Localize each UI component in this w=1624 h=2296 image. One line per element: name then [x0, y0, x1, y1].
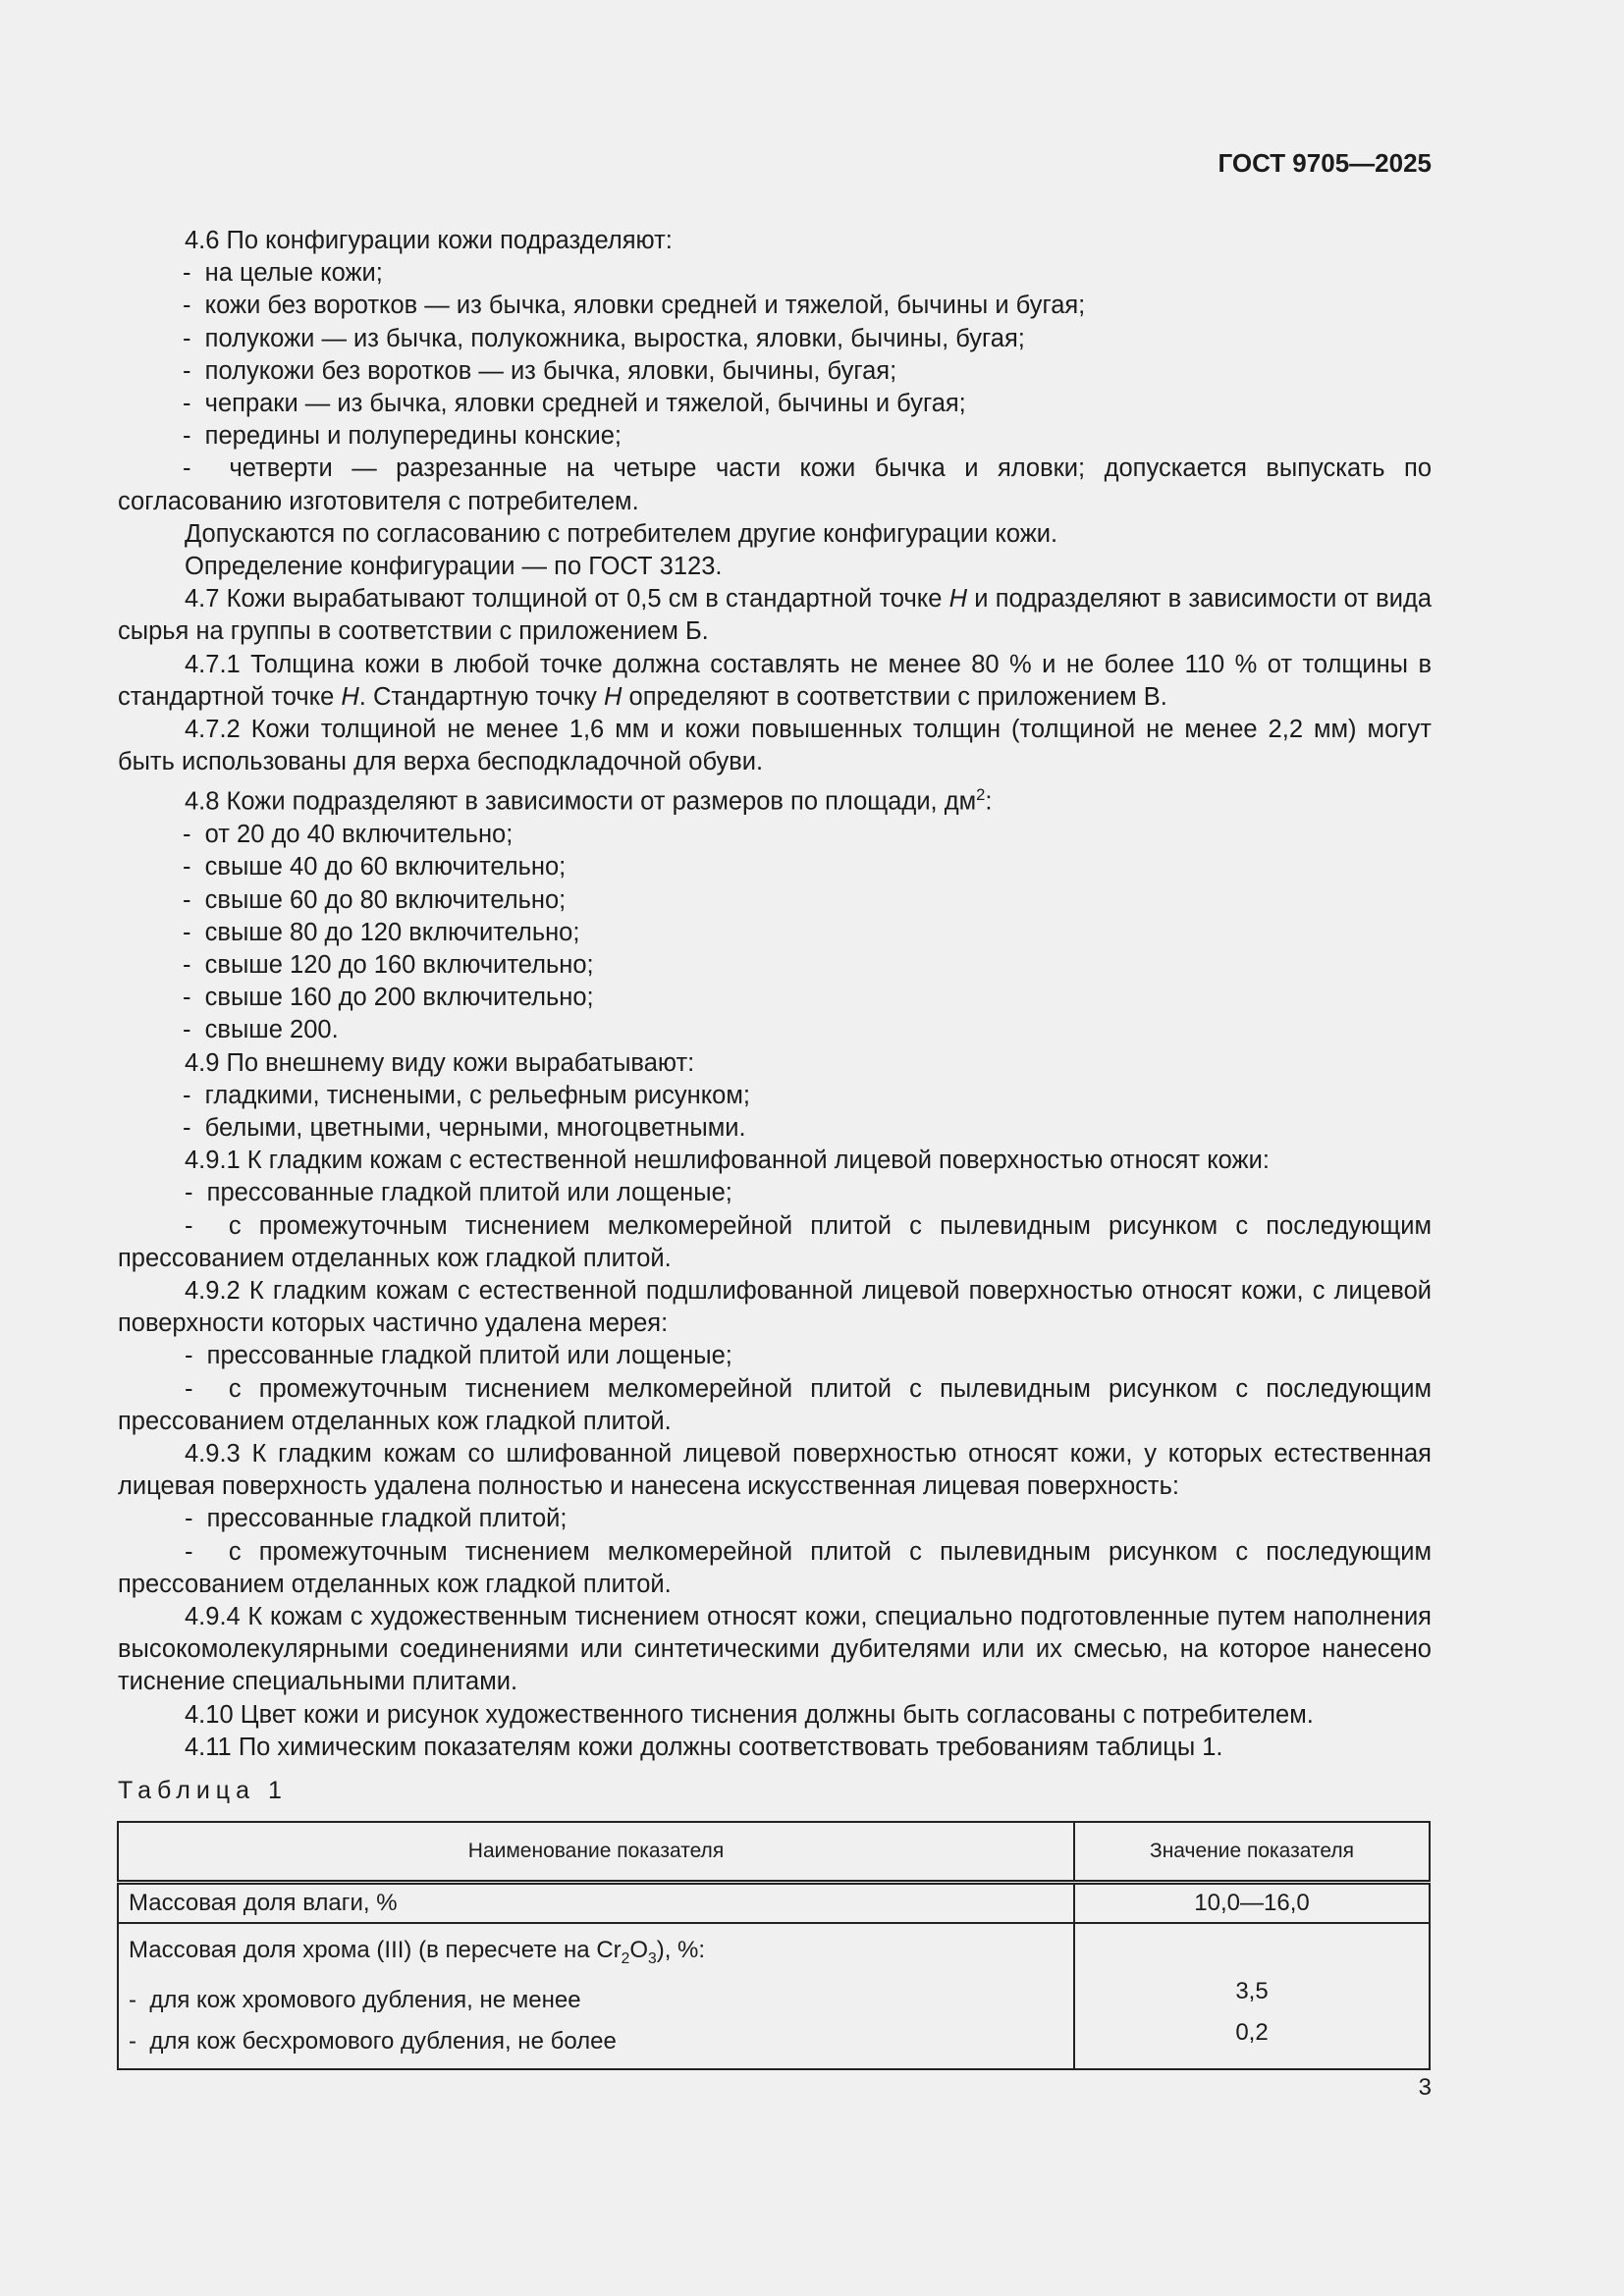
page-number: 3 — [1418, 2074, 1432, 2101]
clause-4-9-4: 4.9.4 К кожам с художественным тиснением относят кожи, специально подготовленные путем наполнения высокомолекулярными соединениями или синтетическими дубителями или их смесью, на которое нанесено тиснение специальными плитами. — [118, 1603, 1432, 1696]
list-item: - гладкими, тиснеными, с рельефным рисунком; — [183, 1081, 750, 1109]
list-item: - полукожи — из бычка, полукожника, выростка, яловки, бычины, бугая; — [183, 324, 1025, 352]
list-item: - полукожи без воротков — из бычка, яловки, бычины, бугая; — [183, 356, 897, 385]
table-row — [118, 1883, 1430, 1924]
indicator-value: 10,0—16,0 — [1074, 1883, 1430, 1924]
clause-4-7: 4.7 Кожи вырабатывают толщиной от 0,5 см в стандартной точке Н и подразделяют в зависимости от вида сырья на группы в соответствии с приложением Б. — [118, 585, 1433, 646]
clause-4-6: 4.6 По конфигурации кожи подразделяют: — [185, 227, 673, 254]
list-item: - белыми, цветными, черными, многоцветными. — [183, 1113, 746, 1142]
clause-4-10: 4.10 Цвет кожи и рисунок художественного тиснения должны быть согласованы с потребителем. — [185, 1700, 1314, 1729]
list-item: - прессованные гладкой плитой или лощеные; — [185, 1342, 732, 1370]
clause-4-9-1: 4.9.1 К гладким кожам с естественной нешлифованной лицевой поверхностью относят кожи: — [185, 1147, 1270, 1175]
area-list-item: - свыше 200. — [183, 1016, 339, 1044]
area-list-item: - от 20 до 40 включительно; — [183, 821, 514, 849]
list-item: - на целые кожи; — [183, 259, 383, 288]
area-list — [118, 819, 1432, 1046]
standard-code: ГОСТ 9705—2025 — [1218, 148, 1432, 178]
list-item: - передины и полупередины конские; — [183, 422, 623, 451]
paragraph: Допускаются по согласованию с потребителем другие конфигурации кожи. — [185, 519, 1058, 548]
area-list-item: - свыше 80 до 120 включительно; — [183, 918, 580, 946]
area-list-item: - свыше 60 до 80 включительно; — [183, 885, 567, 914]
clause-4-7-2: 4.7.2 Кожи толщиной не менее 1,6 мм и кожи повышенных толщин (толщиной не менее 2,2 мм) могут быть использованы для верха бесподкладочной обуви. — [118, 716, 1432, 776]
list-item: - прессованные гладкой плитой; — [185, 1505, 568, 1533]
column-header-name: Наименование показателя — [118, 1822, 1074, 1883]
clause-4-8: 4.8 Кожи подразделяют в зависимости от размеров по площади, $дм^2$: — [185, 785, 993, 816]
list-item: - чепраки — из бычка, яловки средней и тяжелой, бычины и бугая; — [183, 390, 966, 418]
list-item: - кожи без воротков — из бычка, яловки средней и тяжелой, бычины и бугая; — [183, 292, 1086, 320]
list-item-wrapped: - с промежуточным тиснением мелкомерейной плитой с пылевидным рисунком с последующим прессованием отделанных кож гладкой плитой. — [118, 1374, 1432, 1435]
column-header-value: Значение показателя — [1074, 1822, 1430, 1883]
list-item-wrapped: - четверти — разрезанные на четыре части кожи бычка и яловки; допускается выпускать по согласованию изготовителя с потребителем. — [118, 454, 1432, 515]
table-caption: Таблица 1 — [118, 1777, 288, 1804]
indicator-name: Массовая доля влаги, % — [118, 1883, 1074, 1924]
clause-4-7-1: 4.7.1 Толщина кожи в любой точке должна составлять не менее 80 % и не более 110 % от толщины в стандартной точке Н. Стандартную точку Н определяют в соответствии с приложением В. — [118, 650, 1432, 711]
clause-4-11: 4.11 По химическим показателям кожи должны соответствовать требованиям таблицы 1. — [185, 1733, 1223, 1761]
area-list-item: - свыше 40 до 60 включительно; — [183, 853, 567, 881]
list-item-wrapped: - с промежуточным тиснением мелкомерейной плитой с пылевидным рисунком с последующим прессованием отделанных кож гладкой плитой. — [118, 1537, 1432, 1598]
clause-4-9-3: 4.9.3 К гладким кожам со шлифованной лицевой поверхностью относят кожи, у которых естественная лицевая поверхность удалена полностью и нанесена искусственная лицевая поверхность: — [118, 1440, 1432, 1501]
chromium-subitem: - для кож бесхромового дубления, не более — [129, 2027, 617, 2055]
table-header-row — [118, 1822, 1430, 1883]
chemical-indicators-table — [117, 1821, 1431, 2070]
indicator-value: 3,5 0,2 — [1074, 1923, 1430, 2069]
list-item: - прессованные гладкой плитой или лощеные; — [185, 1179, 732, 1207]
document-body — [118, 225, 1432, 1764]
clause-4-9: 4.9 По внешнему виду кожи вырабатывают: — [185, 1048, 695, 1077]
list-item-wrapped: - с промежуточным тиснением мелкомерейной плитой с пылевидным рисунком с последующим прессованием отделанных кож гладкой плитой. — [118, 1211, 1432, 1272]
area-list-item: - свыше 160 до 200 включительно; — [183, 984, 594, 1012]
clause-4-9-2: 4.9.2 К гладким кожам с естественной подшлифованной лицевой поверхностью относят кожи, с лицевой поверхности которых частично удалена мерея: — [118, 1277, 1432, 1338]
indicator-name — [118, 1923, 1074, 2069]
table-row — [118, 1923, 1430, 2069]
area-list-item: - свыше 120 до 160 включительно; — [183, 950, 594, 979]
chromium-title: Массовая доля хрома (III) (в пересчете на $Cr_2O_3$), %: — [129, 1937, 706, 1967]
paragraph: Определение конфигурации — по ГОСТ 3123. — [185, 553, 723, 581]
chromium-subitem: - для кож хромового дубления, не менее — [129, 1986, 581, 2013]
